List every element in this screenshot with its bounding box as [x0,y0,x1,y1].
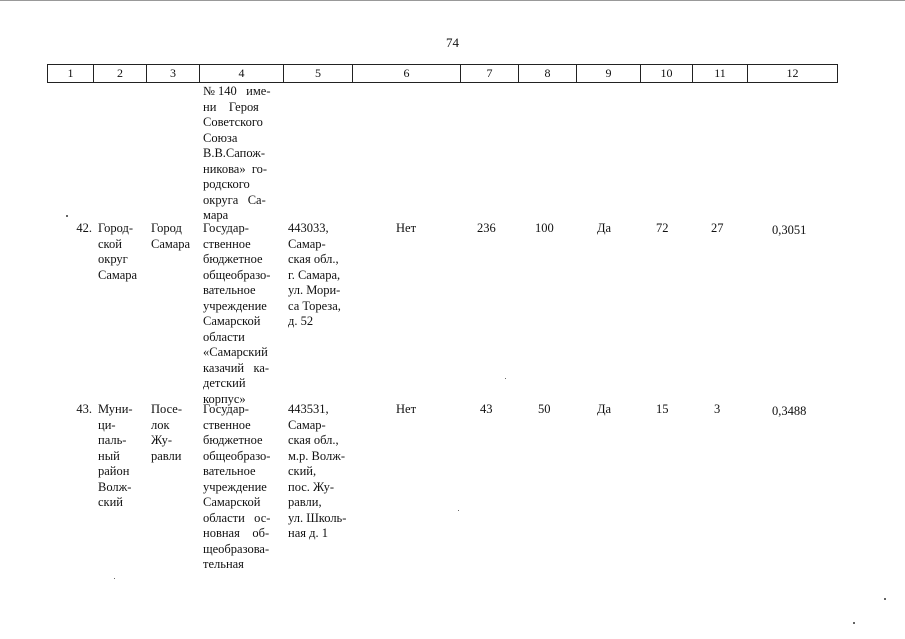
municipal-district: Муни- ци- паль- ный район Волж- ский [98,402,133,509]
scan-speck [505,378,506,379]
column-header: 7 [461,65,519,83]
cell-col10: 15 [656,402,669,416]
cell-col6: Нет [396,402,417,416]
column-header: 6 [353,65,461,83]
column-header-table [47,64,838,83]
column-header: 10 [641,65,693,83]
column-header: 4 [200,65,284,83]
cell-col8: 50 [538,402,551,416]
row-number: 43. [76,402,92,416]
cell-col7: 43 [480,402,493,416]
continued-institution-name: № 140 име- ни Героя Советского Союза В.В.Сапож- никова» го- родского округа Са- мара [203,84,271,222]
cell-col7: 236 [477,221,496,235]
column-header: 9 [577,65,641,83]
scan-speck [458,510,459,511]
cell-col11: 3 [714,402,721,416]
column-header: 11 [693,65,748,83]
row-number: 42. [76,221,92,235]
column-header: 3 [147,65,200,83]
cell-col11: 27 [711,221,724,235]
page-number: 74 [446,35,459,50]
column-header: 1 [48,65,94,83]
settlement: Город Самара [151,221,191,251]
column-header: 12 [748,65,838,83]
scan-speck [884,598,886,600]
cell-col12: 0,3488 [772,404,807,418]
cell-col10: 72 [656,221,669,235]
institution-name: Государ- ственное бюджетное общеобразо- вательное учреждение Самарской области ос- новная об- щеобразова- тельная [203,402,271,571]
settlement: Посе- лок Жу- равли [151,402,182,463]
institution-address: 443531, Самар- ская обл., м.р. Волж- ский, пос. Жу- равли, ул. Школь- ная д. 1 [288,402,347,540]
institution-address: 443033, Самар- ская обл., г. Самара, ул. Мори- са Тореза, д. 52 [288,221,341,328]
cell-col6: Нет [396,221,417,235]
institution-name: Государ- ственное бюджетное общеобразо- вательное учреждение Самарской области «Самарский казачий ка- детский корпус» [203,221,271,406]
scan-speck [853,622,855,624]
column-header: 8 [519,65,577,83]
column-header: 5 [284,65,353,83]
column-header: 2 [94,65,147,83]
scan-speck [114,578,115,579]
column-header-row [48,65,838,83]
cell-col12: 0,3051 [772,223,807,237]
top-edge-line [0,0,905,1]
cell-col9: Да [597,402,612,416]
cell-col9: Да [597,221,612,235]
municipal-district: Город- ской округ Самара [98,221,138,282]
cell-col8: 100 [535,221,554,235]
scan-speck [66,215,68,217]
